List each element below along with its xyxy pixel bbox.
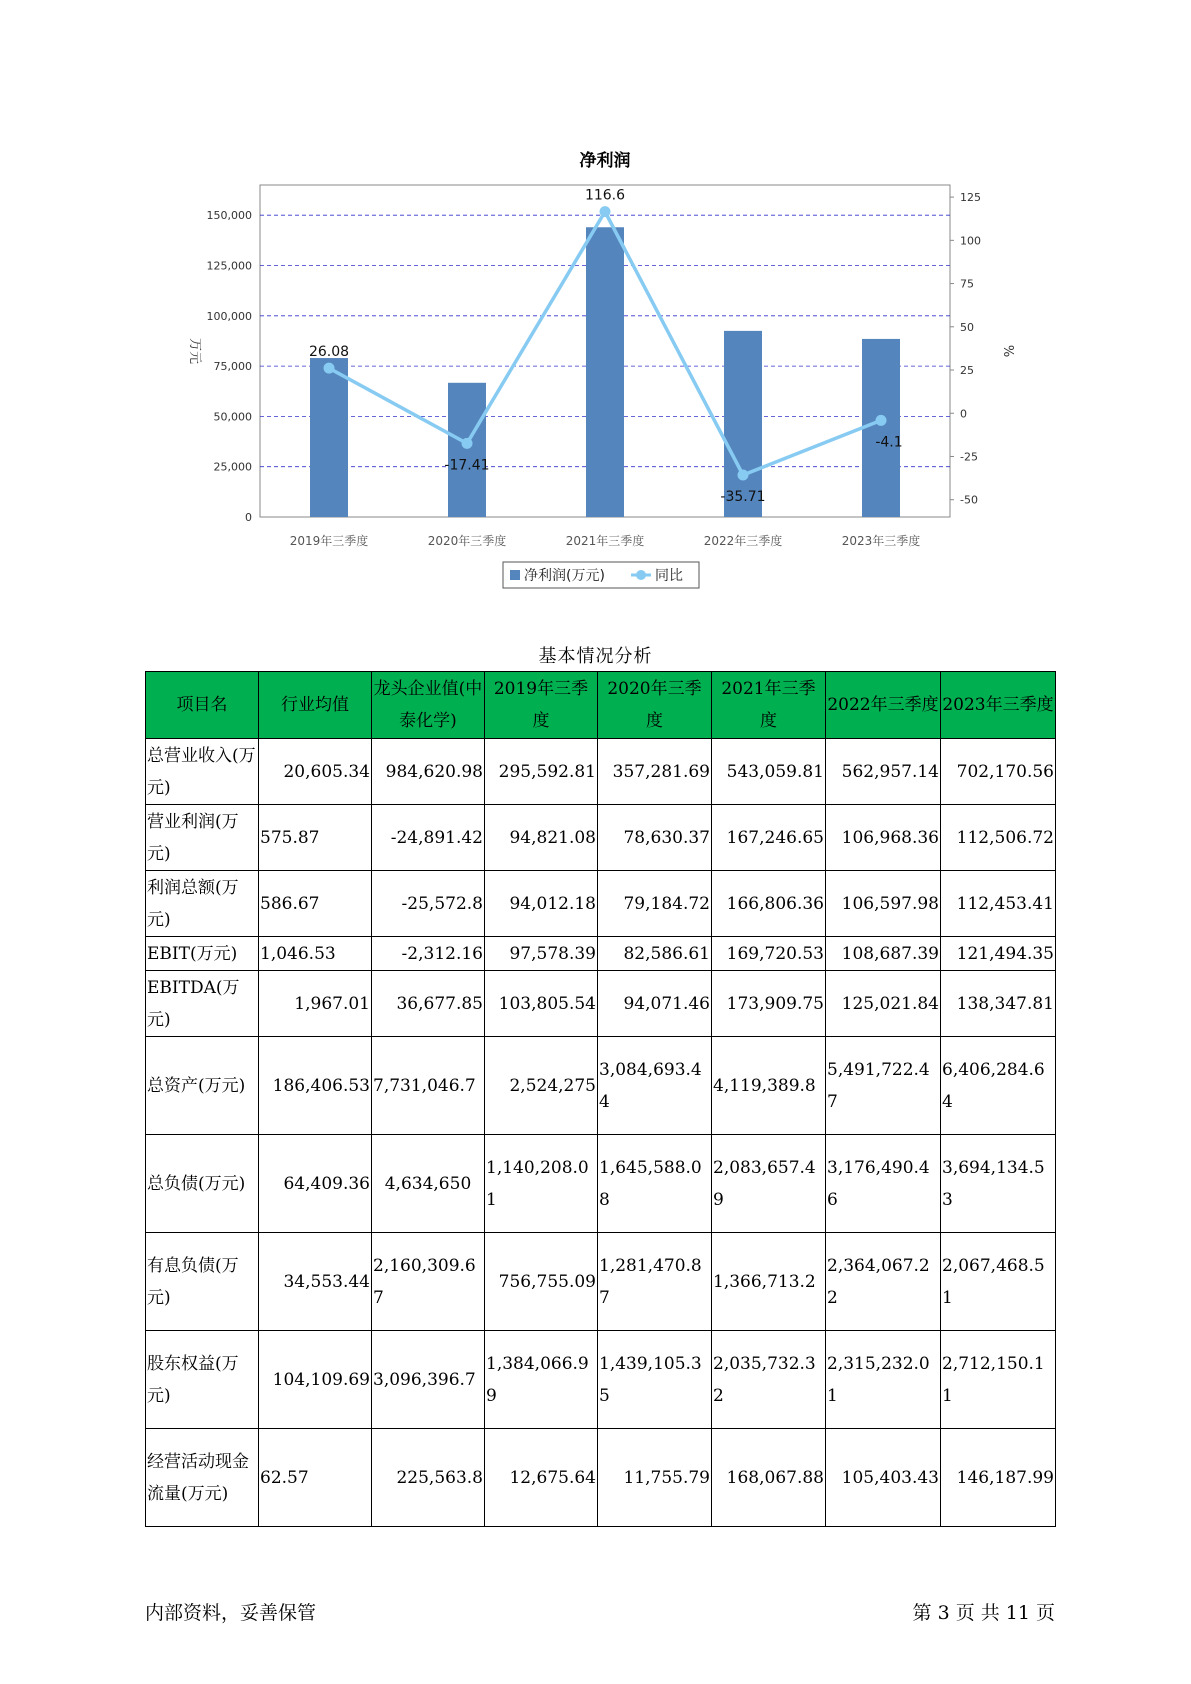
cell-value: 2,712,150.11 — [941, 1331, 1056, 1429]
y2-tick-label: 100 — [960, 234, 981, 248]
cell-value: 105,403.43 — [826, 1429, 941, 1527]
yoy-point — [876, 415, 887, 426]
table-row — [146, 1037, 1056, 1135]
legend-bar-swatch — [510, 570, 520, 580]
y-tick-label: 75,000 — [213, 360, 252, 374]
yoy-data-label: 116.6 — [584, 187, 626, 204]
header-leader-value: 龙头企业值(中泰化学) — [372, 672, 485, 739]
y-tick-label: 150,000 — [206, 209, 252, 223]
cell-value: 12,675.64 — [485, 1429, 598, 1527]
cell-value: 78,630.37 — [598, 805, 712, 871]
cell-value: -25,572.8 — [372, 871, 485, 937]
table-title: 基本情况分析 — [538, 646, 653, 667]
bar-net-profit — [310, 358, 348, 517]
yoy-point — [324, 363, 335, 374]
cell-value: 138,347.81 — [941, 971, 1056, 1037]
table-row — [146, 1429, 1056, 1527]
bar-net-profit — [862, 339, 903, 517]
table-row — [146, 739, 1056, 805]
row-label: 利润总额(万元) — [146, 871, 259, 937]
row-label: EBITDA(万元) — [146, 971, 259, 1037]
cell-value: -24,891.42 — [372, 805, 485, 871]
header-item-name: 项目名 — [146, 672, 259, 739]
y2-tick-label: 25 — [960, 364, 974, 378]
footer-page-number: 第 3 页 共 11 页 — [912, 1602, 1055, 1624]
cell-value: 2,315,232.01 — [826, 1331, 941, 1429]
cell-value: 103,805.54 — [485, 971, 598, 1037]
cell-value: 1,967.01 — [259, 971, 372, 1037]
row-label: 总资产(万元) — [146, 1037, 259, 1135]
header-2022q3: 2022年三季度 — [826, 672, 941, 739]
yoy-point — [738, 469, 749, 480]
header-2020q3: 2020年三季度 — [598, 672, 712, 739]
x-tick-label: 2020年三季度 — [427, 534, 507, 548]
y-tick-label: 125,000 — [206, 259, 252, 273]
y-tick-label: 0 — [245, 511, 252, 524]
y2-tick-label: -25 — [960, 450, 978, 464]
yoy-point — [600, 206, 611, 217]
cell-value: 36,677.85 — [372, 971, 485, 1037]
cell-value: 94,821.08 — [485, 805, 598, 871]
cell-value: 94,071.46 — [598, 971, 712, 1037]
header-2019q3: 2019年三季度 — [485, 672, 598, 739]
yoy-data-label: -35.71 — [720, 488, 766, 505]
y2-tick-label: 125 — [960, 191, 981, 205]
legend-bar-label: 净利润(万元) — [524, 568, 605, 584]
cell-value: 62.57 — [259, 1429, 372, 1527]
footer-confidential-note: 内部资料，妥善保管 — [145, 1602, 317, 1624]
y-axis-title: 万元 — [187, 337, 202, 365]
table-header-row — [146, 672, 1056, 739]
y2-tick-label: 75 — [960, 277, 974, 291]
cell-value: 108,687.39 — [826, 937, 941, 971]
cell-value: 121,494.35 — [941, 937, 1056, 971]
row-label: 经营活动现金流量(万元) — [146, 1429, 259, 1527]
cell-value: 186,406.53 — [259, 1037, 372, 1135]
cell-value: 3,694,134.53 — [941, 1135, 1056, 1233]
cell-value: 3,084,693.44 — [598, 1037, 712, 1135]
cell-value: 166,806.36 — [712, 871, 826, 937]
y2-axis-title: % — [1000, 344, 1015, 358]
x-tick-label: 2022年三季度 — [703, 534, 783, 548]
legend-line-marker — [636, 570, 646, 580]
cell-value: 106,968.36 — [826, 805, 941, 871]
legend-line-label: 同比 — [655, 568, 683, 584]
y2-tick-label: -50 — [960, 493, 978, 507]
yoy-point — [462, 438, 473, 449]
row-label: 股东权益(万元) — [146, 1331, 259, 1429]
cell-value: 34,553.44 — [259, 1233, 372, 1331]
row-label: 有息负债(万元) — [146, 1233, 259, 1331]
cell-value: 125,021.84 — [826, 971, 941, 1037]
cell-value: 1,366,713.2 — [712, 1233, 826, 1331]
bar-net-profit — [586, 227, 624, 517]
table-row — [146, 1233, 1056, 1331]
cell-value: 11,755.79 — [598, 1429, 712, 1527]
net-profit-chart — [170, 140, 1040, 600]
cell-value: 702,170.56 — [941, 739, 1056, 805]
cell-value: 104,109.69 — [259, 1331, 372, 1429]
cell-value: 1,281,470.87 — [598, 1233, 712, 1331]
table-row — [146, 971, 1056, 1037]
cell-value: 173,909.75 — [712, 971, 826, 1037]
cell-value: 106,597.98 — [826, 871, 941, 937]
header-2021q3: 2021年三季度 — [712, 672, 826, 739]
yoy-data-label: -17.41 — [444, 457, 490, 474]
header-2023q3: 2023年三季度 — [941, 672, 1056, 739]
cell-value: 2,160,309.67 — [372, 1233, 485, 1331]
cell-value: 146,187.99 — [941, 1429, 1056, 1527]
cell-value: 2,364,067.22 — [826, 1233, 941, 1331]
cell-value: 3,096,396.7 — [372, 1331, 485, 1429]
cell-value: 169,720.53 — [712, 937, 826, 971]
bar-net-profit — [448, 383, 486, 517]
cell-value: 5,491,722.47 — [826, 1037, 941, 1135]
y-tick-label: 50,000 — [213, 410, 252, 424]
x-tick-label: 2019年三季度 — [289, 534, 369, 548]
row-label: 营业利润(万元) — [146, 805, 259, 871]
cell-value: 94,012.18 — [485, 871, 598, 937]
y2-tick-label: 50 — [960, 320, 974, 334]
x-tick-label: 2023年三季度 — [841, 534, 921, 548]
y-tick-label: 25,000 — [213, 460, 252, 474]
cell-value: 4,634,650 — [372, 1135, 485, 1233]
y2-tick-label: 0 — [960, 407, 967, 421]
cell-value: 562,957.14 — [826, 739, 941, 805]
cell-value: 1,384,066.99 — [485, 1331, 598, 1429]
cell-value: 756,755.09 — [485, 1233, 598, 1331]
cell-value: 64,409.36 — [259, 1135, 372, 1233]
chart-title: 净利润 — [579, 151, 631, 171]
table-row — [146, 1331, 1056, 1429]
cell-value: 225,563.8 — [372, 1429, 485, 1527]
cell-value: 112,453.41 — [941, 871, 1056, 937]
cell-value: 357,281.69 — [598, 739, 712, 805]
cell-value: 112,506.72 — [941, 805, 1056, 871]
cell-value: 3,176,490.46 — [826, 1135, 941, 1233]
cell-value: 575.87 — [259, 805, 372, 871]
yoy-data-label: 26.08 — [308, 344, 350, 361]
cell-value: 20,605.34 — [259, 739, 372, 805]
cell-value: 984,620.98 — [372, 739, 485, 805]
cell-value: 82,586.61 — [598, 937, 712, 971]
cell-value: 586.67 — [259, 871, 372, 937]
chart-svg — [170, 140, 1040, 600]
x-tick-label: 2021年三季度 — [565, 534, 645, 548]
table-row — [146, 937, 1056, 971]
yoy-data-label: -4.1 — [875, 434, 903, 451]
cell-value: 543,059.81 — [712, 739, 826, 805]
cell-value: 1,439,105.35 — [598, 1331, 712, 1429]
cell-value: 4,119,389.8 — [712, 1037, 826, 1135]
row-label: EBIT(万元) — [146, 937, 259, 971]
cell-value: 1,046.53 — [259, 937, 372, 971]
cell-value: 2,067,468.51 — [941, 1233, 1056, 1331]
cell-value: 6,406,284.64 — [941, 1037, 1056, 1135]
cell-value: 2,035,732.32 — [712, 1331, 826, 1429]
row-label: 总负债(万元) — [146, 1135, 259, 1233]
cell-value: 167,246.65 — [712, 805, 826, 871]
cell-value: 2,083,657.49 — [712, 1135, 826, 1233]
table-row — [146, 1135, 1056, 1233]
header-industry-avg: 行业均值 — [259, 672, 372, 739]
basic-analysis-table — [145, 671, 1056, 1527]
cell-value: 295,592.81 — [485, 739, 598, 805]
y-tick-label: 100,000 — [206, 309, 252, 323]
cell-value: 1,140,208.01 — [485, 1135, 598, 1233]
table-row — [146, 805, 1056, 871]
cell-value: 168,067.88 — [712, 1429, 826, 1527]
cell-value: 97,578.39 — [485, 937, 598, 971]
cell-value: 2,524,275 — [485, 1037, 598, 1135]
cell-value: 79,184.72 — [598, 871, 712, 937]
table-row — [146, 871, 1056, 937]
row-label: 总营业收入(万元) — [146, 739, 259, 805]
cell-value: -2,312.16 — [372, 937, 485, 971]
cell-value: 1,645,588.08 — [598, 1135, 712, 1233]
cell-value: 7,731,046.7 — [372, 1037, 485, 1135]
